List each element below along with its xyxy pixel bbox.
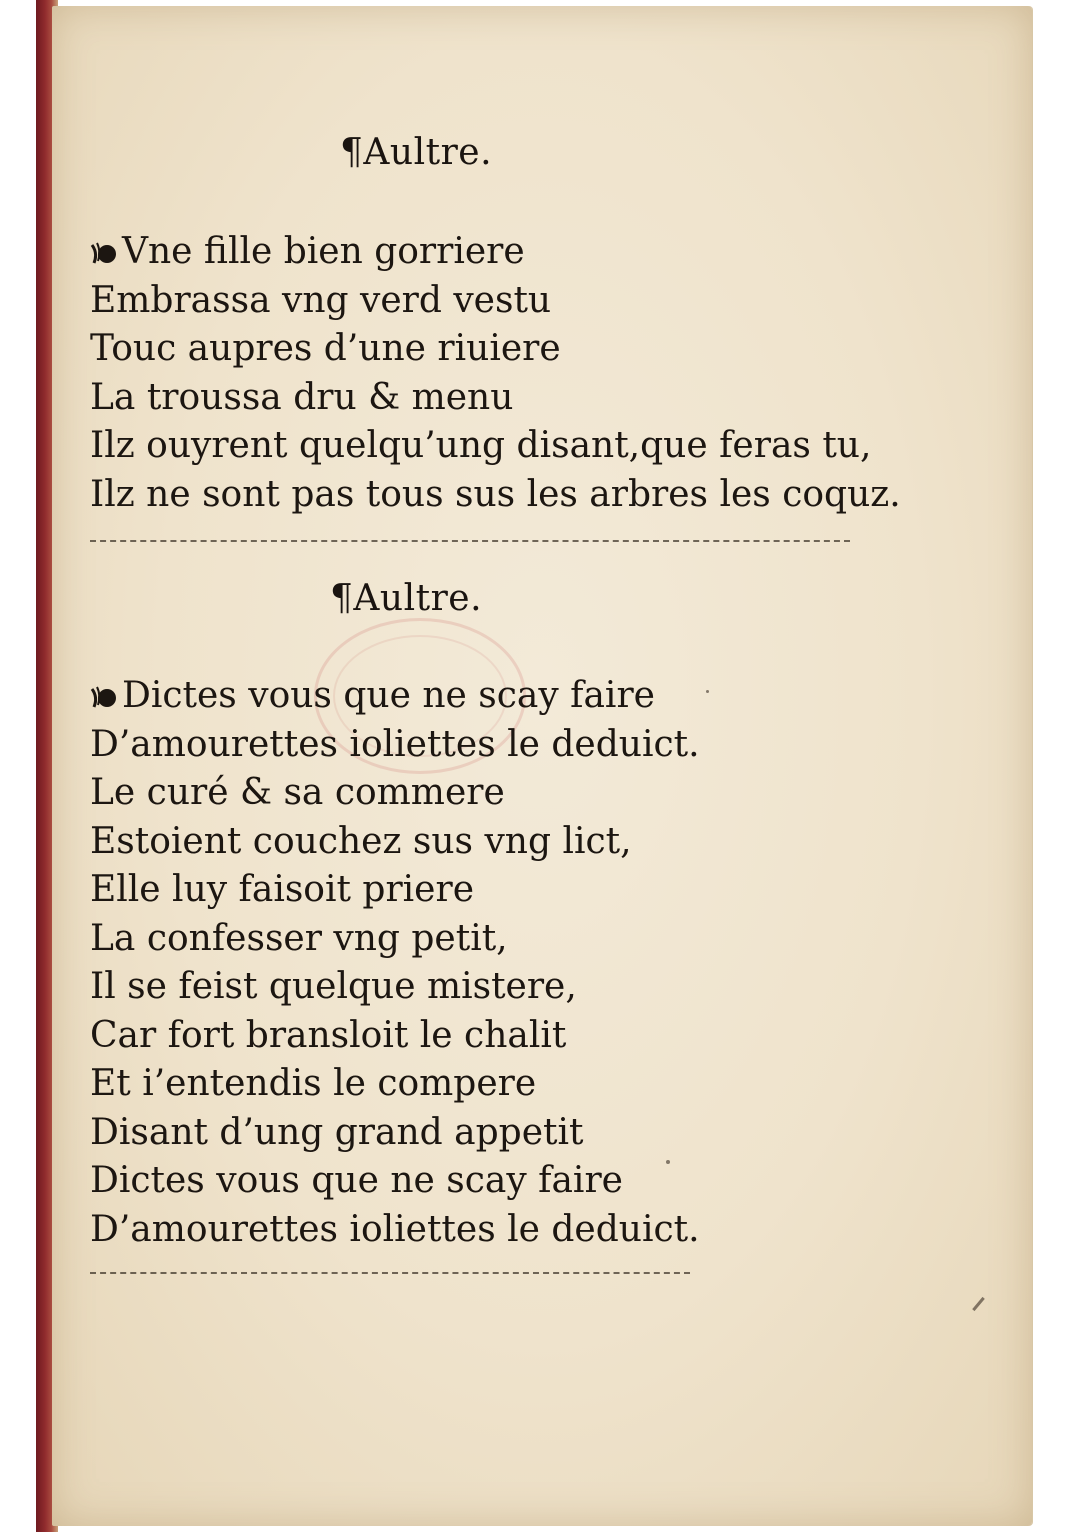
section-rule-2: [90, 1272, 690, 1274]
verse-line: Embrassa vng verd vestu: [90, 279, 552, 321]
verse-line: Car fort bransloit le chalit: [90, 1014, 567, 1056]
verse-line: Dictes vous que ne scay faire: [90, 672, 700, 721]
verse-line: Ilz ouyrent quelqu’ung disant,que feras tu,: [90, 425, 872, 466]
fleuron-icon: [90, 239, 118, 267]
paper-speck: [666, 1160, 670, 1164]
verse-line: Ilz ne sont pas tous sus les arbres les coquz.: [90, 473, 901, 515]
verse-line: Touc aupres d’une riuiere: [90, 328, 561, 369]
verse-line: Il se feist quelque mistere,: [90, 966, 577, 1007]
section-rule-1: [90, 540, 850, 542]
verse-line: Et i’entendis le compere: [90, 1063, 537, 1104]
book-page: [52, 6, 1032, 1526]
verse-line: Le curé & sa commere: [90, 772, 505, 813]
paper-speck: [972, 1297, 985, 1311]
verse-line: Elle luy faisoit priere: [90, 869, 474, 910]
stanza-1: [90, 228, 901, 519]
section-heading-1: ¶Aultre.: [340, 132, 493, 173]
verse-line: Dictes vous que ne scay faire: [90, 1160, 623, 1201]
fleuron-icon: [90, 683, 118, 711]
verse-line: La confesser vng petit,: [90, 917, 508, 959]
stanza-2: [90, 672, 700, 1254]
verse-line: Vne fille bien gorriere: [90, 228, 901, 277]
verse-line: La troussa dru & menu: [90, 376, 514, 418]
section-heading-2: ¶Aultre.: [330, 578, 483, 619]
verse-line: Disant d’ung grand appetit: [90, 1111, 584, 1153]
verse-line: Estoient couchez sus vng lict,: [90, 820, 632, 862]
verse-line: D’amourettes ioliettes le deduict.: [90, 1208, 700, 1250]
paper-speck: [706, 690, 709, 693]
verse-line: D’amourettes ioliettes le deduict.: [90, 723, 700, 765]
